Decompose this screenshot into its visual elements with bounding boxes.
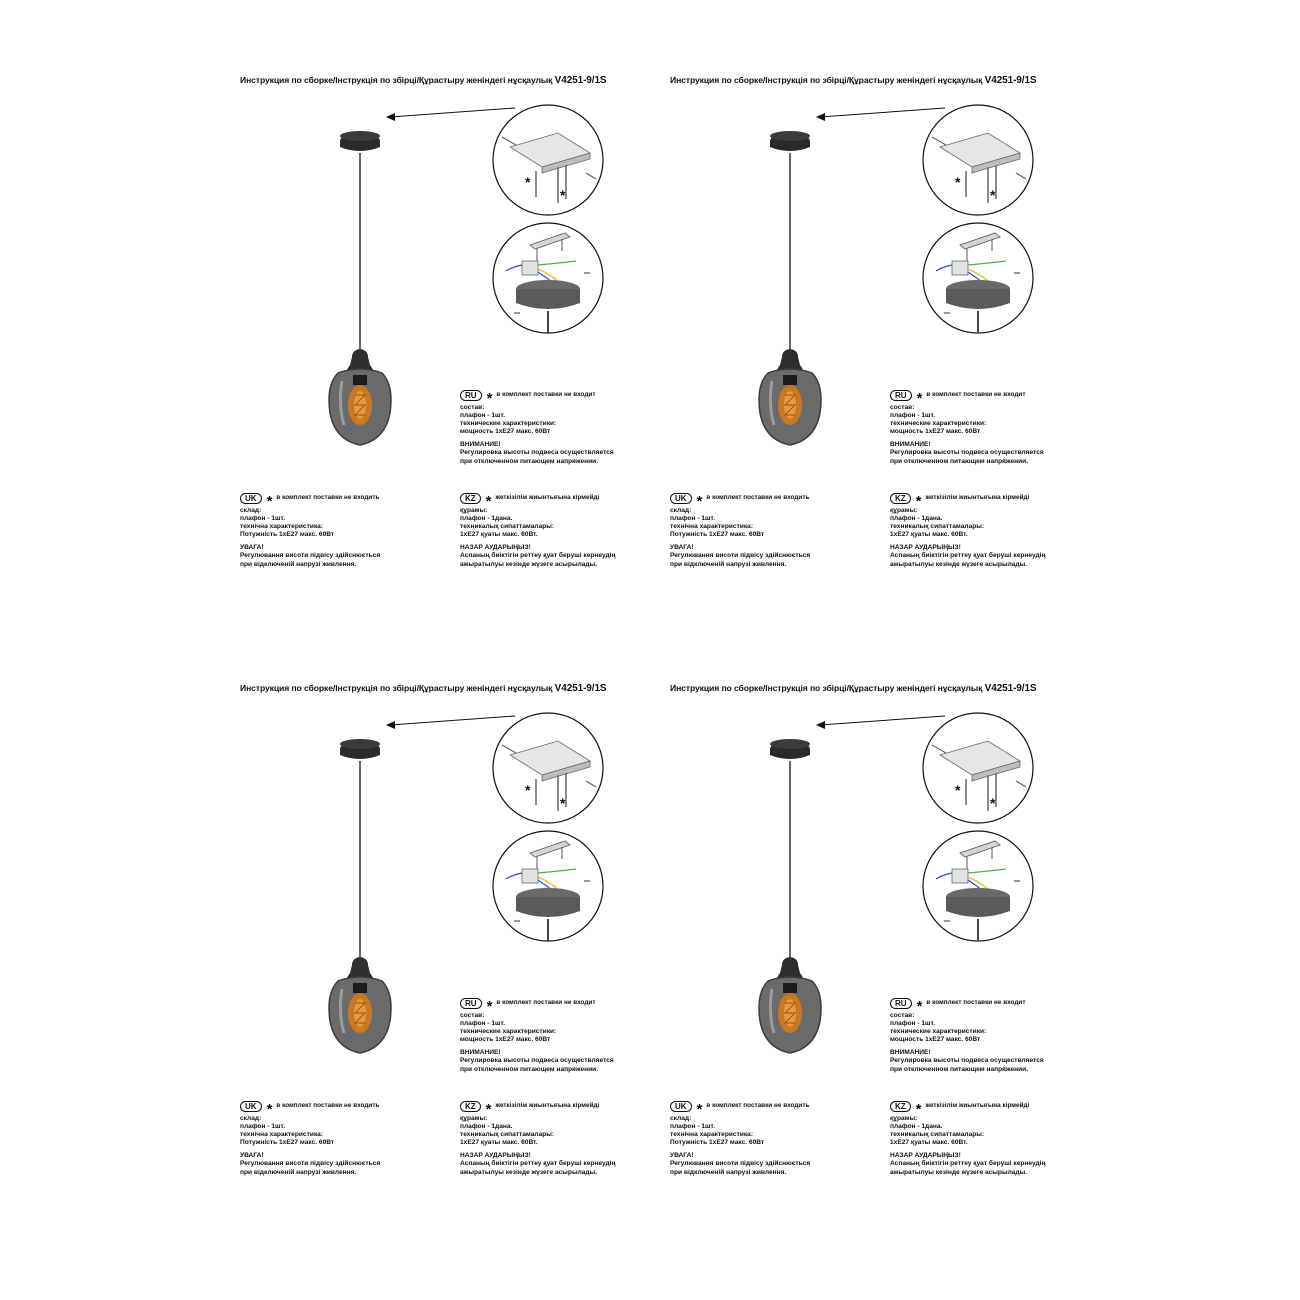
uk-line: склад: bbox=[670, 507, 692, 514]
asterisk-icon: * bbox=[696, 1100, 703, 1118]
ru-note: в комплект поставки не входит bbox=[926, 391, 1026, 399]
kz-note: жеткізілім жиынтығына кірмейді bbox=[925, 494, 1030, 502]
model-code: V4251-9/1S bbox=[554, 683, 607, 694]
uk-badge: UK bbox=[670, 1101, 692, 1112]
svg-text:*: * bbox=[990, 795, 996, 811]
uk-line: плафон - 1шт. bbox=[240, 515, 286, 523]
ru-line: состав: bbox=[890, 1012, 915, 1019]
kz-section bbox=[460, 1101, 615, 1177]
asterisk-icon: * bbox=[266, 1100, 273, 1118]
kz-line: плафон - 1дана. bbox=[460, 1123, 513, 1131]
kz-badge: KZ bbox=[460, 493, 481, 504]
kz-line: техникалық сипаттамалары: bbox=[890, 523, 985, 531]
uk-line: при відключеній напрузі живлення. bbox=[240, 560, 357, 568]
wiring-detail bbox=[493, 831, 603, 941]
uk-badge: UK bbox=[240, 1101, 262, 1112]
ru-note: в комплект поставки не входит bbox=[926, 999, 1026, 1007]
kz-line: НАЗАР АУДАРЫҢЫЗ! bbox=[460, 544, 531, 552]
ru-line: состав: bbox=[460, 404, 485, 411]
pendant-lamp bbox=[759, 131, 821, 445]
svg-text:*: * bbox=[525, 782, 531, 798]
title-text: Инструкция по сборке/Інструкція по збірці/Құрастыру женіндегі нұсқаулық bbox=[240, 75, 553, 85]
instruction-sheet bbox=[670, 683, 1110, 1243]
uk-line: при відключеній напрузі живлення. bbox=[670, 1168, 787, 1176]
kz-section bbox=[890, 1101, 1045, 1177]
uk-note: в комплект поставки не входить bbox=[706, 494, 810, 502]
uk-section bbox=[240, 1101, 380, 1177]
ru-section bbox=[460, 998, 614, 1074]
uk-line: Регулювання висоти підвісу здійснюється bbox=[240, 1160, 381, 1168]
uk-section bbox=[670, 1101, 810, 1177]
ru-line: мощность 1xE27 макс. 60Вт bbox=[460, 428, 551, 436]
wiring-detail bbox=[923, 223, 1033, 333]
wiring-detail bbox=[493, 223, 603, 333]
ru-line: состав: bbox=[890, 404, 915, 411]
pointer-arrow bbox=[816, 108, 945, 121]
uk-section bbox=[240, 493, 380, 569]
ru-line: технические характеристики: bbox=[890, 420, 987, 428]
ru-line: плафон - 1шт. bbox=[460, 412, 506, 420]
uk-badge: UK bbox=[670, 493, 692, 504]
ru-badge: RU bbox=[460, 390, 482, 401]
asterisk-icon: * bbox=[916, 997, 923, 1015]
instruction-sheet bbox=[240, 75, 680, 635]
asterisk-icon: * bbox=[485, 1100, 492, 1118]
uk-line: Потужність 1xE27 макс. 60Вт bbox=[240, 1139, 335, 1147]
pendant-lamp bbox=[759, 739, 821, 1053]
kz-badge: KZ bbox=[460, 1101, 481, 1112]
asterisk-icon: * bbox=[266, 492, 273, 510]
uk-line: технічна характеристика: bbox=[670, 1131, 754, 1139]
kz-line: техникалық сипаттамалары: bbox=[460, 1131, 555, 1139]
kz-line: НАЗАР АУДАРЫҢЫЗ! bbox=[890, 544, 961, 552]
uk-line: плафон - 1шт. bbox=[240, 1123, 286, 1131]
ru-line: ВНИМАНИЕ! bbox=[460, 441, 501, 449]
ru-line: Регулировка высоты подвеса осуществляется bbox=[890, 449, 1044, 457]
kz-line: НАЗАР АУДАРЫҢЫЗ! bbox=[460, 1152, 531, 1160]
kz-note: жеткізілім жиынтығына кірмейді bbox=[495, 1102, 600, 1110]
pointer-arrow bbox=[816, 716, 945, 729]
asterisk-icon: * bbox=[915, 492, 922, 510]
pendant-lamp bbox=[329, 131, 391, 445]
kz-line: Аспаның биіктігін реттеу қуат беруші кернеудің bbox=[890, 1160, 1046, 1168]
ru-note: в комплект поставки не входит bbox=[496, 391, 596, 399]
uk-line: УВАГА! bbox=[670, 1152, 694, 1160]
uk-line: склад: bbox=[240, 1115, 262, 1122]
bracket-detail bbox=[493, 713, 603, 823]
uk-line: Регулювання висоти підвісу здійснюється bbox=[240, 552, 381, 560]
ru-line: при отключенном питающем напряжении. bbox=[890, 457, 1029, 465]
uk-line: при відключеній напрузі живлення. bbox=[670, 560, 787, 568]
uk-note: в комплект поставки не входить bbox=[276, 494, 380, 502]
uk-line: Регулювання висоти підвісу здійснюється bbox=[670, 1160, 811, 1168]
asterisk-icon: * bbox=[915, 1100, 922, 1118]
kz-line: құрамы: bbox=[460, 1115, 488, 1122]
kz-line: ажыратылуы кезінде жүзеге асырылады. bbox=[460, 1168, 598, 1176]
uk-line: УВАГА! bbox=[240, 544, 264, 552]
title-text: Инструкция по сборке/Інструкція по збірці/Құрастыру женіндегі нұсқаулық bbox=[670, 683, 983, 693]
kz-badge: KZ bbox=[890, 493, 911, 504]
ru-line: плафон - 1шт. bbox=[460, 1020, 506, 1028]
uk-note: в комплект поставки не входить bbox=[706, 1102, 810, 1110]
kz-badge: KZ bbox=[890, 1101, 911, 1112]
kz-line: ажыратылуы кезінде жүзеге асырылады. bbox=[890, 560, 1028, 568]
kz-line: Аспаның биіктігін реттеу қуат беруші кернеудің bbox=[890, 552, 1046, 560]
asterisk-icon: * bbox=[696, 492, 703, 510]
kz-line: техникалық сипаттамалары: bbox=[890, 1131, 985, 1139]
uk-line: технічна характеристика: bbox=[670, 523, 754, 531]
uk-line: плафон - 1шт. bbox=[670, 515, 716, 523]
asterisk-icon: * bbox=[916, 389, 923, 407]
model-code: V4251-9/1S bbox=[984, 683, 1037, 694]
svg-text:*: * bbox=[955, 782, 961, 798]
uk-line: склад: bbox=[670, 1115, 692, 1122]
kz-note: жеткізілім жиынтығына кірмейді bbox=[495, 494, 600, 502]
kz-line: НАЗАР АУДАРЫҢЫЗ! bbox=[890, 1152, 961, 1160]
uk-line: склад: bbox=[240, 507, 262, 514]
kz-section bbox=[460, 493, 615, 569]
kz-note: жеткізілім жиынтығына кірмейді bbox=[925, 1102, 1030, 1110]
ru-line: мощность 1xE27 макс. 60Вт bbox=[890, 1036, 981, 1044]
ru-line: технические характеристики: bbox=[460, 1028, 557, 1036]
model-code: V4251-9/1S bbox=[554, 75, 607, 86]
uk-line: Регулювання висоти підвісу здійснюється bbox=[670, 552, 811, 560]
kz-line: ажыратылуы кезінде жүзеге асырылады. bbox=[460, 560, 598, 568]
ru-line: при отключенном питающем напряжении. bbox=[460, 457, 599, 465]
kz-line: плафон - 1дана. bbox=[890, 1123, 943, 1131]
ru-section bbox=[460, 390, 614, 466]
uk-badge: UK bbox=[240, 493, 262, 504]
asterisk-icon: * bbox=[486, 997, 493, 1015]
uk-line: технічна характеристика: bbox=[240, 523, 324, 531]
kz-line: 1xE27 қуаты макс. 60Вт. bbox=[460, 531, 538, 539]
model-code: V4251-9/1S bbox=[984, 75, 1037, 86]
ru-line: Регулировка высоты подвеса осуществляется bbox=[460, 449, 614, 457]
pointer-arrow bbox=[386, 108, 515, 121]
pointer-arrow bbox=[386, 716, 515, 729]
svg-text:*: * bbox=[990, 187, 996, 203]
ru-line: технические характеристики: bbox=[890, 1028, 987, 1036]
kz-line: 1xE27 қуаты макс. 60Вт. bbox=[890, 1139, 968, 1147]
kz-line: плафон - 1дана. bbox=[460, 515, 513, 523]
bracket-detail bbox=[923, 105, 1033, 215]
ru-badge: RU bbox=[460, 998, 482, 1009]
ru-line: плафон - 1шт. bbox=[890, 412, 936, 420]
asterisk-icon: * bbox=[486, 389, 493, 407]
kz-line: ажыратылуы кезінде жүзеге асырылады. bbox=[890, 1168, 1028, 1176]
ru-line: технические характеристики: bbox=[460, 420, 557, 428]
uk-section bbox=[670, 493, 810, 569]
svg-text:*: * bbox=[560, 187, 566, 203]
ru-note: в комплект поставки не входит bbox=[496, 999, 596, 1007]
ru-badge: RU bbox=[890, 998, 912, 1009]
kz-line: Аспаның биіктігін реттеу қуат беруші кернеудің bbox=[460, 1160, 616, 1168]
ru-line: Регулировка высоты подвеса осуществляется bbox=[890, 1057, 1044, 1065]
instruction-sheet bbox=[670, 75, 1110, 635]
svg-text:*: * bbox=[525, 174, 531, 190]
ru-line: мощность 1xE27 макс. 60Вт bbox=[460, 1036, 551, 1044]
ru-line: плафон - 1шт. bbox=[890, 1020, 936, 1028]
ru-line: при отключенном питающем напряжении. bbox=[460, 1065, 599, 1073]
uk-note: в комплект поставки не входить bbox=[276, 1102, 380, 1110]
ru-line: мощность 1xE27 макс. 60Вт bbox=[890, 428, 981, 436]
uk-line: Потужність 1xE27 макс. 60Вт bbox=[240, 531, 335, 539]
title-text: Инструкция по сборке/Інструкція по збірці/Құрастыру женіндегі нұсқаулық bbox=[240, 683, 553, 693]
svg-text:*: * bbox=[955, 174, 961, 190]
ru-section bbox=[890, 390, 1044, 466]
ru-line: состав: bbox=[460, 1012, 485, 1019]
instruction-sheet bbox=[240, 683, 680, 1243]
kz-line: құрамы: bbox=[460, 507, 488, 514]
svg-text:*: * bbox=[560, 795, 566, 811]
uk-line: технічна характеристика: bbox=[240, 1131, 324, 1139]
wiring-detail bbox=[923, 831, 1033, 941]
kz-line: құрамы: bbox=[890, 507, 918, 514]
bracket-detail bbox=[923, 713, 1033, 823]
uk-line: УВАГА! bbox=[670, 544, 694, 552]
ru-badge: RU bbox=[890, 390, 912, 401]
ru-line: ВНИМАНИЕ! bbox=[460, 1049, 501, 1057]
uk-line: Потужність 1xE27 макс. 60Вт bbox=[670, 1139, 765, 1147]
ru-line: ВНИМАНИЕ! bbox=[890, 1049, 931, 1057]
kz-line: плафон - 1дана. bbox=[890, 515, 943, 523]
pendant-lamp bbox=[329, 739, 391, 1053]
ru-line: ВНИМАНИЕ! bbox=[890, 441, 931, 449]
kz-line: техникалық сипаттамалары: bbox=[460, 523, 555, 531]
kz-line: Аспаның биіктігін реттеу қуат беруші кернеудің bbox=[460, 552, 616, 560]
asterisk-icon: * bbox=[485, 492, 492, 510]
kz-section bbox=[890, 493, 1045, 569]
kz-line: 1xE27 қуаты макс. 60Вт. bbox=[460, 1139, 538, 1147]
ru-line: при отключенном питающем напряжении. bbox=[890, 1065, 1029, 1073]
uk-line: Потужність 1xE27 макс. 60Вт bbox=[670, 531, 765, 539]
kz-line: 1xE27 қуаты макс. 60Вт. bbox=[890, 531, 968, 539]
ru-section bbox=[890, 998, 1044, 1074]
uk-line: плафон - 1шт. bbox=[670, 1123, 716, 1131]
uk-line: УВАГА! bbox=[240, 1152, 264, 1160]
bracket-detail bbox=[493, 105, 603, 215]
kz-line: құрамы: bbox=[890, 1115, 918, 1122]
ru-line: Регулировка высоты подвеса осуществляется bbox=[460, 1057, 614, 1065]
uk-line: при відключеній напрузі живлення. bbox=[240, 1168, 357, 1176]
title-text: Инструкция по сборке/Інструкція по збірці/Құрастыру женіндегі нұсқаулық bbox=[670, 75, 983, 85]
